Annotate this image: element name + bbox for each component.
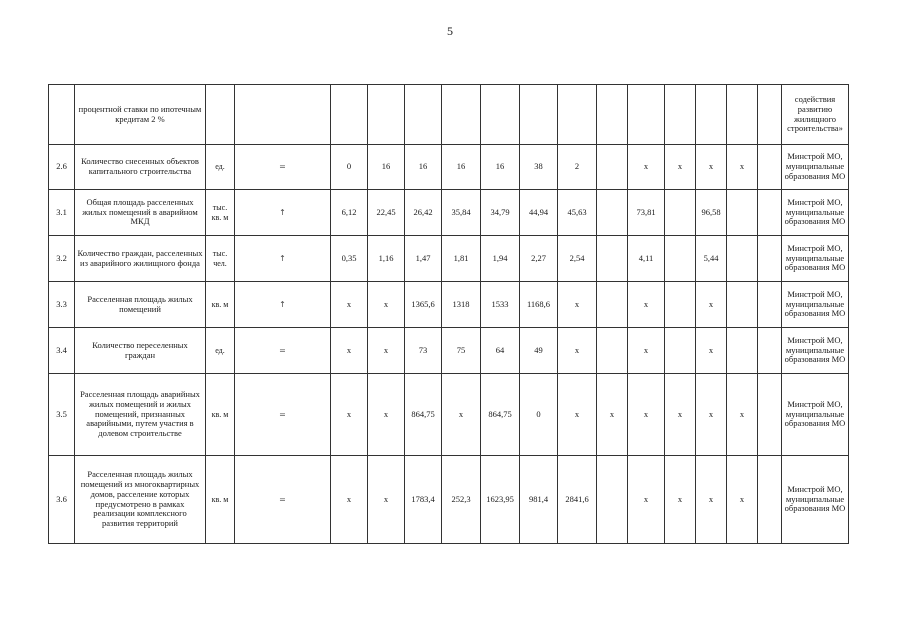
unit-of-measure: кв. м [206, 282, 235, 328]
value-cell: 0,35 [331, 236, 368, 282]
value-cell: 6,12 [331, 190, 368, 236]
responsible-party: Минстрой МО, муниципальные образования МО [782, 456, 849, 544]
value-cell [758, 236, 782, 282]
trend-sign: ↑ [235, 236, 331, 282]
trend-sign: = [235, 145, 331, 190]
value-cell: 2,27 [520, 236, 558, 282]
unit-of-measure: кв. м [206, 456, 235, 544]
value-cell: 1168,6 [520, 282, 558, 328]
value-cell: х [368, 282, 405, 328]
value-cell [481, 85, 520, 145]
value-cell: х [665, 145, 696, 190]
value-cell [696, 85, 727, 145]
value-cell: х [331, 328, 368, 374]
value-cell: 22,45 [368, 190, 405, 236]
value-cell [758, 374, 782, 456]
indicator-name: процентной ставки по ипотечным кредитам 2 % [75, 85, 206, 145]
value-cell: 1365,6 [405, 282, 442, 328]
value-cell [368, 85, 405, 145]
value-cell [665, 328, 696, 374]
indicator-name: Количество снесенных объектов капитального строительства [75, 145, 206, 190]
value-cell: х [628, 456, 665, 544]
table-row [49, 374, 849, 456]
responsible-party: Минстрой МО, муниципальные образования МО [782, 145, 849, 190]
value-cell [442, 85, 481, 145]
value-cell: 1,47 [405, 236, 442, 282]
trend-sign [235, 85, 331, 145]
value-cell: 34,79 [481, 190, 520, 236]
row-number: 3.6 [49, 456, 75, 544]
value-cell [665, 85, 696, 145]
table-row [49, 282, 849, 328]
value-cell: 0 [520, 374, 558, 456]
table-row [49, 145, 849, 190]
value-cell [665, 282, 696, 328]
unit-of-measure: ед. [206, 145, 235, 190]
table-row [49, 85, 849, 145]
row-number: 2.6 [49, 145, 75, 190]
table-row [49, 190, 849, 236]
page-number: 5 [447, 24, 453, 38]
value-cell: 38 [520, 145, 558, 190]
value-cell: 1,94 [481, 236, 520, 282]
row-number: 3.5 [49, 374, 75, 456]
unit-of-measure: тыс. чел. [206, 236, 235, 282]
value-cell [758, 456, 782, 544]
trend-sign: = [235, 328, 331, 374]
value-cell: х [368, 374, 405, 456]
value-cell: х [696, 456, 727, 544]
value-cell: 2841,6 [558, 456, 597, 544]
value-cell: 26,42 [405, 190, 442, 236]
value-cell: 16 [481, 145, 520, 190]
value-cell: 5,44 [696, 236, 727, 282]
indicator-name: Расселенная площадь аварийных жилых помещений и жилых помещений, признанных аварийными, путем участия в долевом строительстве [75, 374, 206, 456]
value-cell [758, 85, 782, 145]
value-cell [758, 145, 782, 190]
trend-sign: = [235, 374, 331, 456]
responsible-party: Минстрой МО, муниципальные образования МО [782, 236, 849, 282]
value-cell: 16 [442, 145, 481, 190]
value-cell: 2 [558, 145, 597, 190]
value-cell: 2,54 [558, 236, 597, 282]
value-cell: х [727, 145, 758, 190]
table-row [49, 328, 849, 374]
value-cell: 35,84 [442, 190, 481, 236]
row-number [49, 85, 75, 145]
value-cell: 73,81 [628, 190, 665, 236]
indicator-name: Количество граждан, расселенных из аварийного жилищного фонда [75, 236, 206, 282]
value-cell: 1,81 [442, 236, 481, 282]
value-cell: 1783,4 [405, 456, 442, 544]
value-cell: 44,94 [520, 190, 558, 236]
value-cell [628, 85, 665, 145]
trend-sign: ↑ [235, 190, 331, 236]
value-cell [727, 190, 758, 236]
value-cell [758, 328, 782, 374]
trend-sign: = [235, 456, 331, 544]
unit-of-measure: кв. м [206, 374, 235, 456]
value-cell: х [558, 374, 597, 456]
responsible-party: Минстрой МО, муниципальные образования МО [782, 190, 849, 236]
value-cell: 64 [481, 328, 520, 374]
row-number: 3.4 [49, 328, 75, 374]
value-cell [597, 145, 628, 190]
value-cell: 75 [442, 328, 481, 374]
value-cell: х [696, 328, 727, 374]
value-cell: х [696, 282, 727, 328]
unit-of-measure: тыс. кв. м [206, 190, 235, 236]
value-cell: х [331, 374, 368, 456]
value-cell: х [727, 374, 758, 456]
unit-of-measure [206, 85, 235, 145]
row-number: 3.3 [49, 282, 75, 328]
value-cell: х [696, 145, 727, 190]
value-cell [727, 85, 758, 145]
value-cell: 0 [331, 145, 368, 190]
value-cell [597, 328, 628, 374]
value-cell: х [628, 328, 665, 374]
value-cell [597, 190, 628, 236]
value-cell: х [331, 282, 368, 328]
value-cell [727, 282, 758, 328]
value-cell: х [597, 374, 628, 456]
responsible-party: Минстрой МО, муниципальные образования МО [782, 328, 849, 374]
value-cell: х [558, 282, 597, 328]
value-cell: х [727, 456, 758, 544]
row-number: 3.2 [49, 236, 75, 282]
responsible-party: содействия развитию жилищного строительства» [782, 85, 849, 145]
value-cell: х [628, 282, 665, 328]
value-cell: 73 [405, 328, 442, 374]
value-cell: х [665, 456, 696, 544]
value-cell [331, 85, 368, 145]
value-cell: 16 [405, 145, 442, 190]
value-cell [727, 328, 758, 374]
value-cell [597, 456, 628, 544]
value-cell [727, 236, 758, 282]
value-cell: х [442, 374, 481, 456]
table-row [49, 236, 849, 282]
value-cell [665, 190, 696, 236]
value-cell [597, 85, 628, 145]
value-cell: 1623,95 [481, 456, 520, 544]
responsible-party: Минстрой МО, муниципальные образования МО [782, 374, 849, 456]
table-row [49, 456, 849, 544]
value-cell [597, 236, 628, 282]
value-cell: 864,75 [481, 374, 520, 456]
value-cell: х [368, 328, 405, 374]
value-cell: 1533 [481, 282, 520, 328]
value-cell: 981,4 [520, 456, 558, 544]
value-cell: 864,75 [405, 374, 442, 456]
value-cell: 4,11 [628, 236, 665, 282]
value-cell [758, 282, 782, 328]
value-cell: х [558, 328, 597, 374]
row-number: 3.1 [49, 190, 75, 236]
indicators-table [48, 84, 849, 544]
value-cell: х [628, 145, 665, 190]
indicator-name: Общая площадь расселенных жилых помещений в аварийном МКД [75, 190, 206, 236]
value-cell: х [696, 374, 727, 456]
unit-of-measure: ед. [206, 328, 235, 374]
value-cell [520, 85, 558, 145]
value-cell: х [331, 456, 368, 544]
value-cell: 1,16 [368, 236, 405, 282]
value-cell: 49 [520, 328, 558, 374]
responsible-party: Минстрой МО, муниципальные образования МО [782, 282, 849, 328]
value-cell: х [628, 374, 665, 456]
value-cell: 1318 [442, 282, 481, 328]
value-cell [597, 282, 628, 328]
indicator-name: Количество переселенных граждан [75, 328, 206, 374]
indicator-name: Расселенная площадь жилых помещений из многоквартирных домов, расселение которых предусмотрено в рамках реализации комплексного развития территорий [75, 456, 206, 544]
indicator-name: Расселенная площадь жилых помещений [75, 282, 206, 328]
value-cell: 96,58 [696, 190, 727, 236]
value-cell [758, 190, 782, 236]
trend-sign: ↑ [235, 282, 331, 328]
value-cell [405, 85, 442, 145]
value-cell [558, 85, 597, 145]
value-cell: 16 [368, 145, 405, 190]
value-cell: х [665, 374, 696, 456]
value-cell: х [368, 456, 405, 544]
value-cell: 45,63 [558, 190, 597, 236]
value-cell [665, 236, 696, 282]
value-cell: 252,3 [442, 456, 481, 544]
